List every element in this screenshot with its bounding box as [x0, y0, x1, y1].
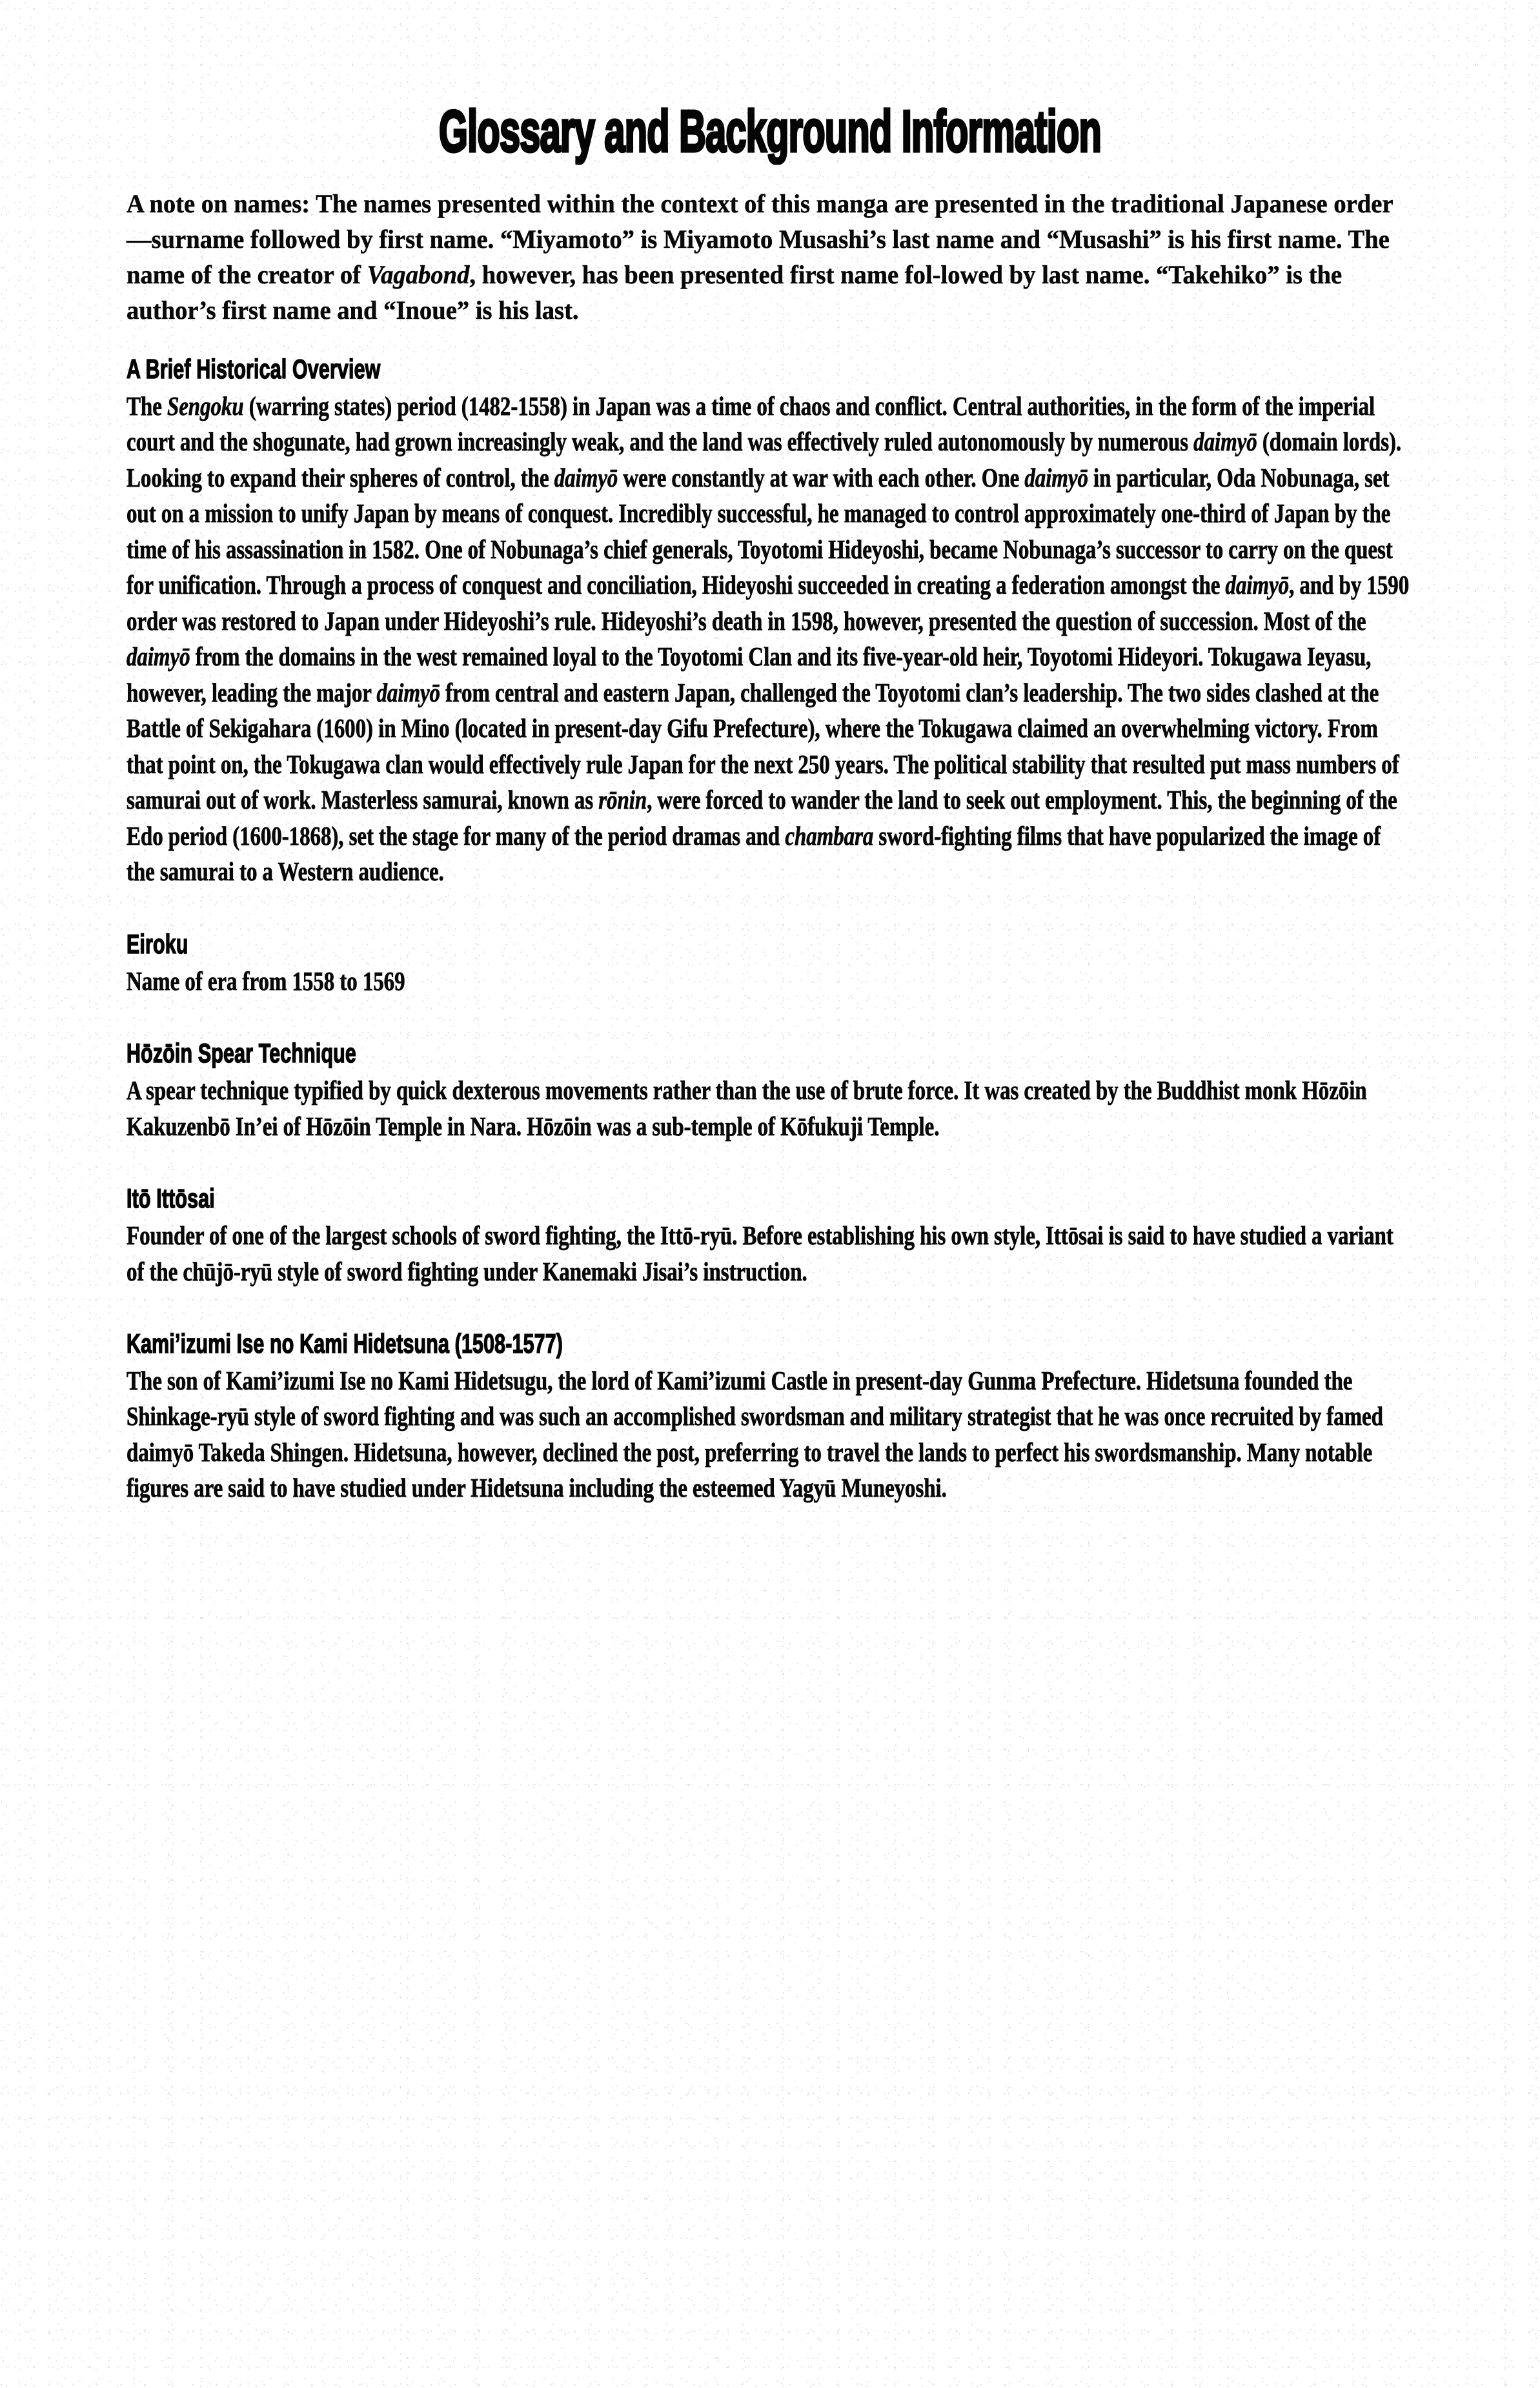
intro-italic-title: Vagabond — [367, 260, 470, 289]
body-text-run: were constantly at war with each other. One — [618, 462, 1025, 492]
section-paragraph — [127, 389, 1413, 890]
section-heading: Hōzōin Spear Technique — [127, 1039, 356, 1069]
italic-term: Sengoku — [167, 390, 244, 421]
italic-term: daimyō — [1225, 570, 1290, 600]
body-text-run: The — [127, 390, 167, 421]
spacer — [127, 1144, 1413, 1186]
body-text-run: Name of era from 1558 to 1569 — [127, 966, 405, 996]
body-text-run: from the domains in the west remained loyal to the Toyotomi Clan and its five-year-old heir, Toyotomi Hideyori. Tokugawa Ieyasu, however, leading the major — [127, 642, 1372, 707]
body-text-run: sword-fighting films that have popularized the image of the samurai to a Western audience. — [127, 820, 1381, 887]
body-text-run: Founder of one of the largest schools of sword fighting, the Ittō-ryū. Before establishing his own style, Ittōsai is said to have studied a variant of the chūjō-ryū style of sword fighting under Kanemaki Jisai’s instruction. — [127, 1220, 1393, 1286]
section-paragraph — [127, 964, 1413, 1000]
body-text-run: in particular, Oda Nobunaga, set out on a mission to unify Japan by means of conquest. Incredibly successful, he managed to control approximately one-third of Japan by the time of his assassination in 1582. One of Nobunaga’s chief generals, Toyotomi Hideyoshi, became Nobunaga’s successor to carry on the quest for unification. Through a process of conquest and conciliation, Hideyoshi succeeded in creating a federation amongst the — [127, 462, 1393, 600]
body-text-run: The son of Kami’izumi Ise no Kami Hidetsugu, the lord of Kami’izumi Castle in present-day Gunma Prefecture. Hidetsuna founded the Shinkage-ryū style of sword fighting and was such an accomplished swordsman and military strategist that he was once recruited by famed daimyō Takeda Shingen. Hidetsuna, however, declined the post, preferring to travel the lands to perfect his swordsmanship. Many notable figures are said to have studied under Hidetsuna including the esteemed Yagyū Muneyoshi. — [127, 1365, 1383, 1503]
section-heading: Kami’izumi Ise no Kami Hidetsuna (1508-1577) — [127, 1329, 563, 1360]
intro-text-before-italic: The names presented within the context of this manga are presented in the traditional Japanese order—surname followed by first name. “Miyamoto” is Miyamoto Musashi’s last name and “Musashi” is his first name. The name of the creator of — [127, 189, 1393, 289]
italic-term: rōnin — [598, 785, 647, 815]
section-paragraph — [127, 1073, 1413, 1144]
glossary-sections — [127, 356, 1413, 1506]
section-paragraph — [127, 1363, 1413, 1506]
page-title: Glossary and Background Information — [438, 97, 1102, 165]
spacer — [127, 1290, 1413, 1331]
spacer — [127, 328, 1413, 356]
body-text-run: (domain lords). Looking to expand their spheres of control, the — [127, 427, 1402, 492]
intro-note-paragraph — [127, 138, 1413, 328]
italic-term: daimyō — [127, 642, 190, 672]
italic-term: daimyō — [1193, 427, 1257, 457]
section-heading: Eiroku — [127, 929, 188, 960]
body-text-run: from central and eastern Japan, challenged the Toyotomi clan’s leadership. The two sides clashed at the Battle of Sekigahara (1600) in Mino (located in present-day Gifu Prefecture), where the Tokugawa claimed an overwhelming victory. From that point on, the Tokugawa clan would effectively rule Japan for the next 250 years. The political stability that resulted put mass numbers of samurai out of work. Masterless samurai, known as — [127, 677, 1399, 815]
body-text-run: , and by 1590 order was restored to Japan under Hideyoshi’s rule. Hideyoshi’s death in 1598, however, presented the question of succession. Most of the — [127, 570, 1410, 636]
spacer — [127, 890, 1413, 931]
intro-lead-label: A note on names: — [127, 189, 310, 218]
section-heading: Itō Ittōsai — [127, 1184, 215, 1215]
body-text-run: A spear technique typified by quick dexterous movements rather than the use of brute force. It was created by the Buddhist monk Hōzōin Kakuzenbō In’ei of Hōzōin Temple in Nara. Hōzōin was a sub-temple of Kōfukuji Temple. — [127, 1075, 1367, 1141]
italic-term: daimyō — [1024, 462, 1088, 492]
spacer — [127, 999, 1413, 1040]
italic-term: daimyō — [554, 462, 618, 492]
italic-term: daimyō — [376, 677, 440, 707]
section-heading: A Brief Historical Overview — [127, 354, 381, 385]
body-text-run: (warring states) period (1482-1558) in Japan was a time of chaos and conflict. Central authorities, in the form of the imperial court and the shogunate, had grown increasingly weak, and the land was effectively ruled autonomously by numerous — [127, 390, 1375, 457]
intro-text-after-italic: , however, has been presented first name fol-lowed by last name. “Takehiko” is the author’s first name and “Inoue” is his last. — [127, 260, 1342, 325]
italic-term: chambara — [785, 820, 874, 851]
body-text-run: , were forced to wander the land to seek out employment. This, the beginning of the Edo period (1600-1868), set the stage for many of the period dramas and — [127, 785, 1397, 851]
section-paragraph — [127, 1218, 1413, 1290]
